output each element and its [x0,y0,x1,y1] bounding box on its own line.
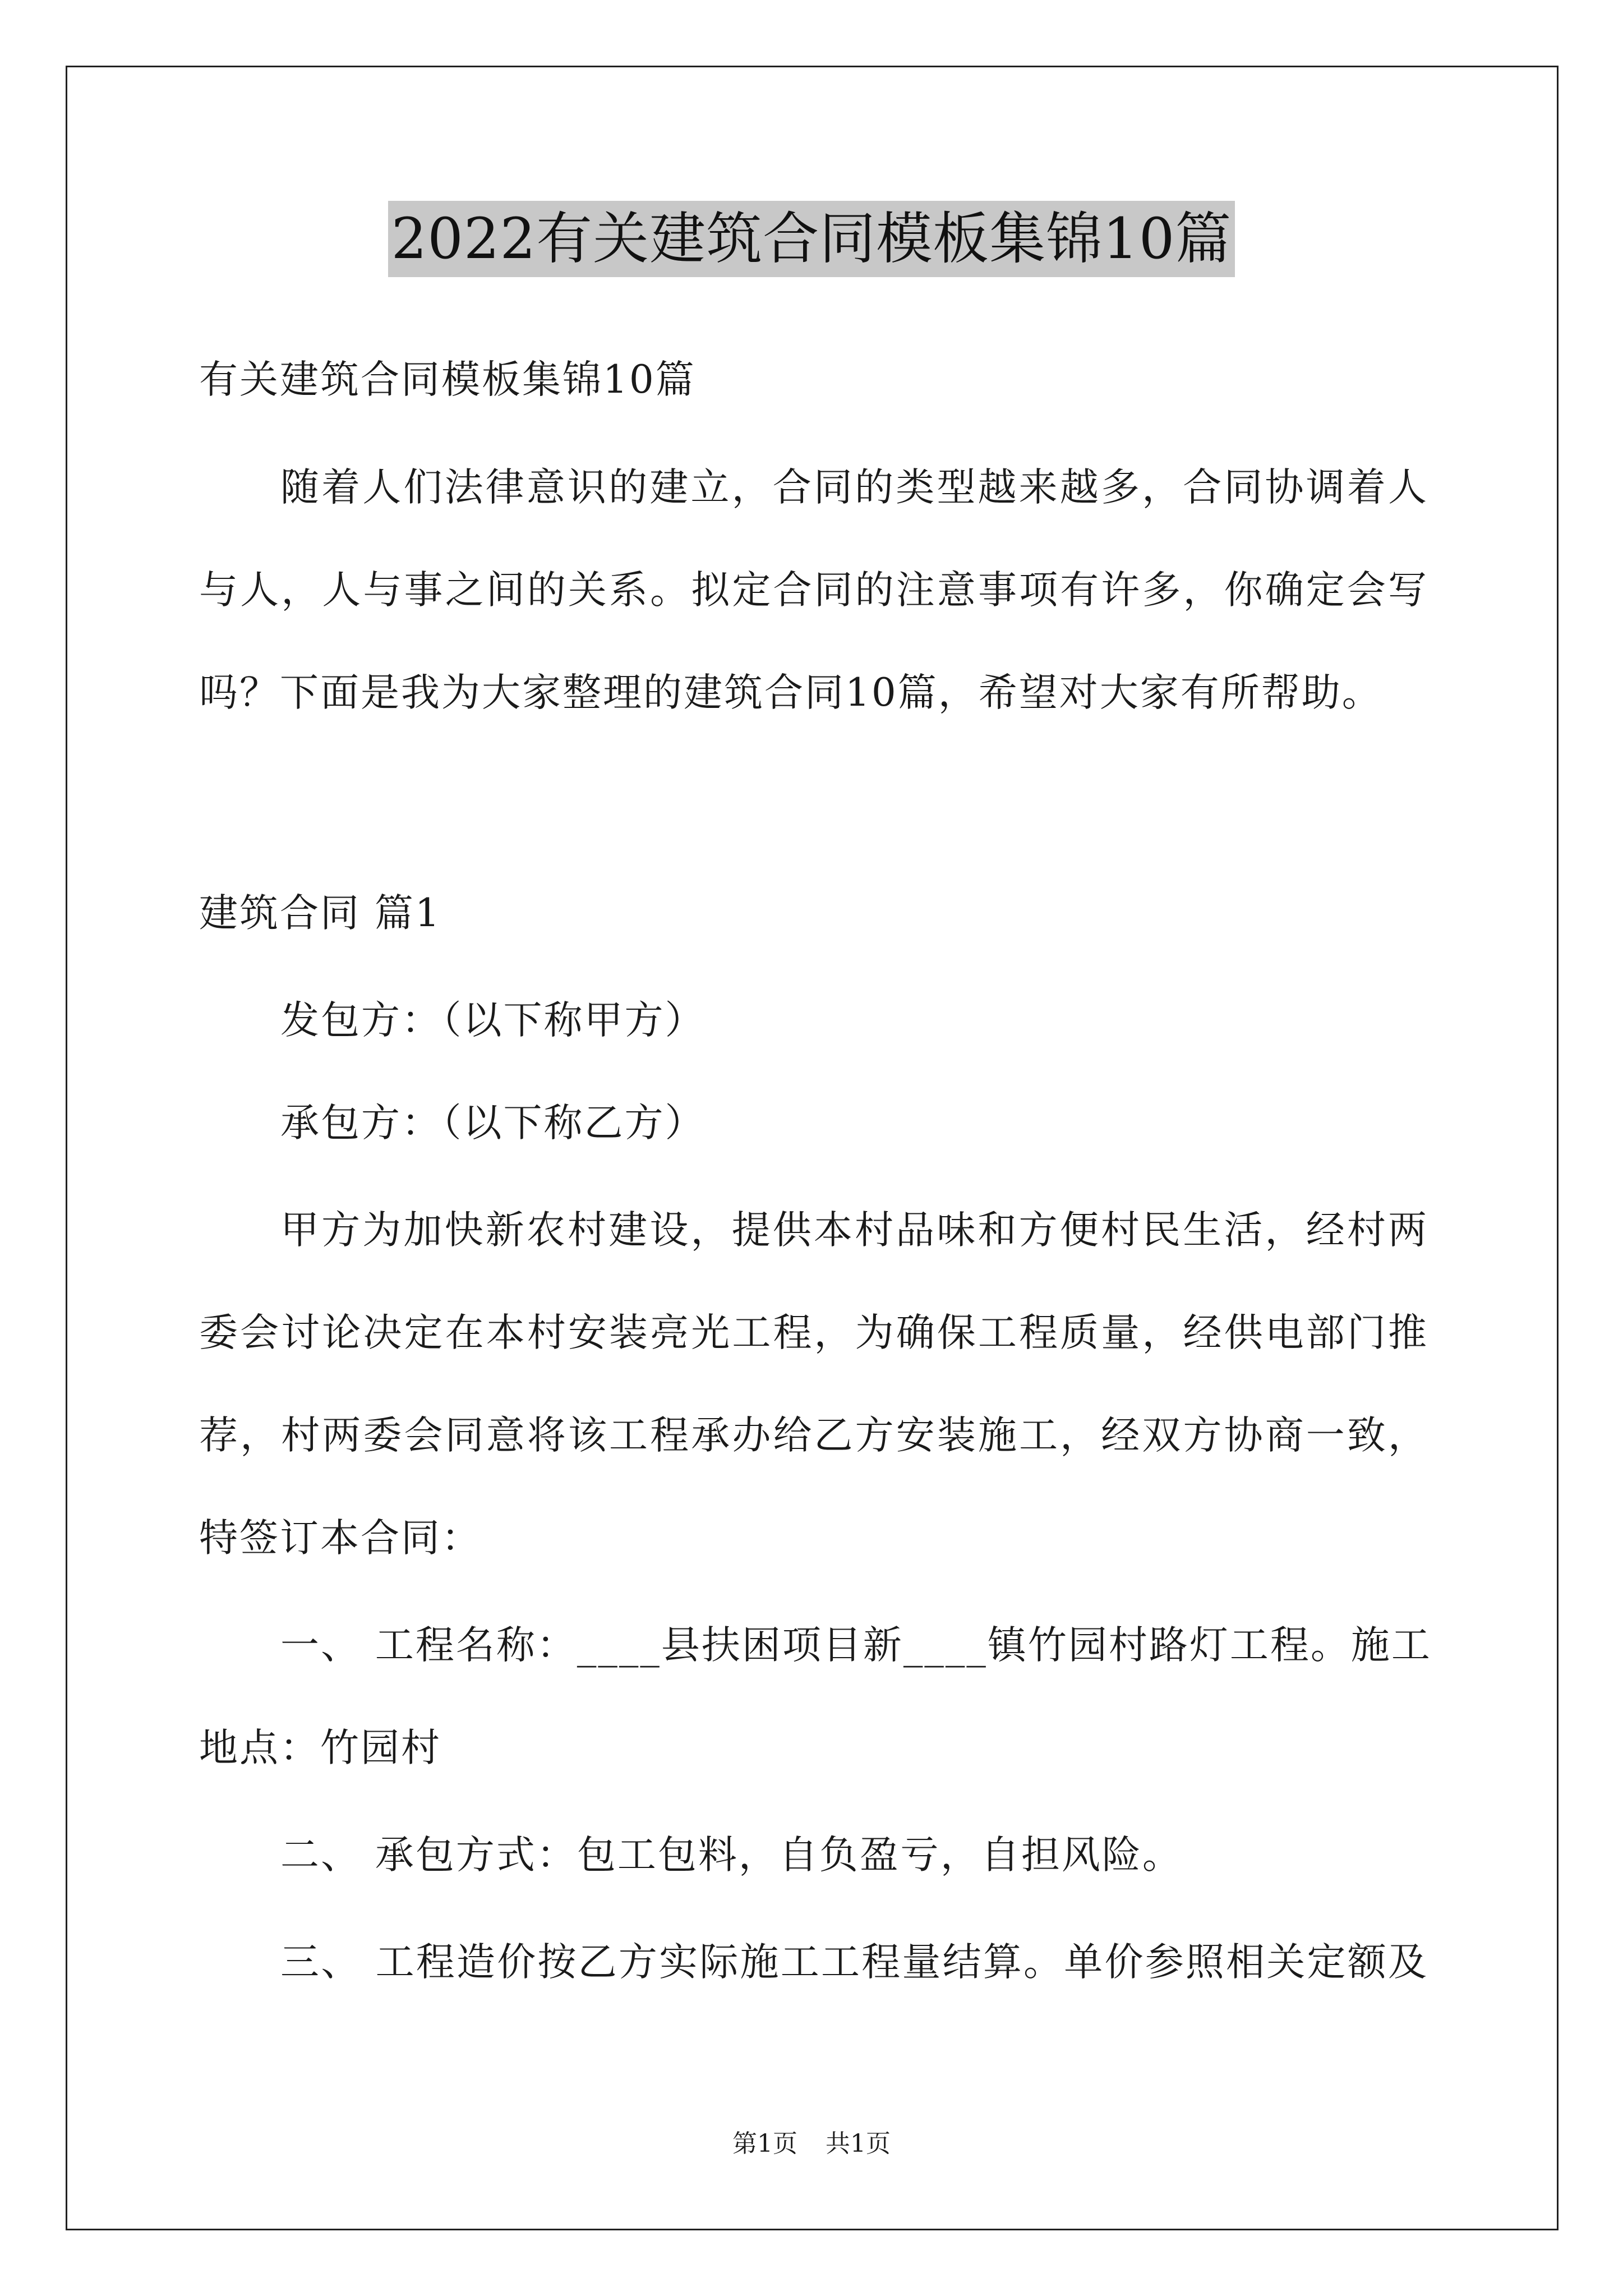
page-total: 共1页 [826,2129,891,2158]
intro-line-3: 吗？下面是我为大家整理的建筑合同10篇，希望对大家有所帮助。 [199,670,1382,715]
document-title: 2022有关建筑合同模板集锦10篇 [388,201,1235,277]
intro-line-2: 与人，人与事之间的关系。拟定合同的注意事项有许多，你确定会写 [199,568,1428,613]
preamble-line-2: 委会讨论决定在本村安装亮光工程，为确保工程质量，经供电部门推 [199,1310,1428,1355]
document-subtitle: 有关建筑合同模板集锦10篇 [199,357,696,402]
title-block [0,201,1623,277]
clause-1-line-2: 地点：竹园村 [199,1726,441,1770]
intro-line-1: 随着人们法律意识的建立，合同的类型越来越多，合同协调着人 [280,465,1428,510]
preamble-line-3: 荐，村两委会同意将该工程承办给乙方安装施工，经双方协商一致， [199,1413,1428,1458]
party-b-line: 承包方：（以下称乙方） [280,1101,706,1145]
clause-2-line: 二、 承包方式：包工包料，自负盈亏，自担风险。 [280,1833,1183,1878]
section-heading: 建筑合同 篇1 [199,891,441,936]
preamble-line-1: 甲方为加快新农村建设，提供本村品味和方便村民生活，经村两 [280,1208,1428,1253]
clause-3-line: 三、 工程造价按乙方实际施工工程量结算。单价参照相关定额及 [280,1940,1428,1985]
page-footer [0,2128,1623,2160]
preamble-line-4: 特签订本合同： [199,1516,482,1561]
clause-1-line-1: 一、 工程名称：____县扶困项目新____镇竹园村路灯工程。施工 [280,1623,1432,1668]
page-number: 第1页 [732,2129,797,2158]
party-a-line: 发包方：（以下称甲方） [280,998,706,1043]
